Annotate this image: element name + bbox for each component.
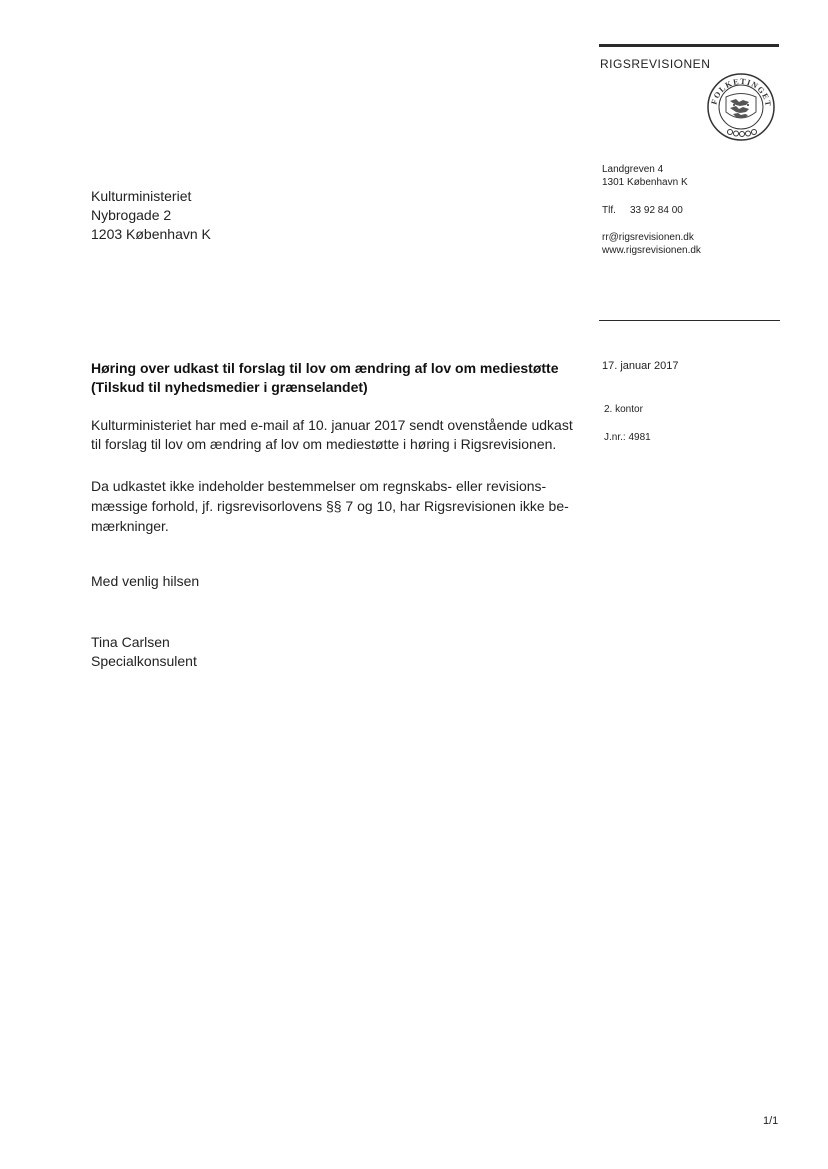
- paragraph-line: Kulturministeriet har med e-mail af 10. januar 2017 sendt ovenstående udkast: [91, 417, 573, 433]
- letter-date: 17. januar 2017: [602, 360, 679, 372]
- letter-subject: [91, 359, 571, 397]
- sender-address: [602, 163, 688, 189]
- phone-row: [602, 205, 683, 216]
- address-line: 1301 København K: [602, 177, 688, 188]
- email-address: rr@rigsrevisionen.dk: [602, 232, 694, 243]
- journal-number: J.nr.: 4981: [604, 432, 651, 443]
- signature-block: [91, 633, 197, 671]
- paragraph-line: mærkninger.: [91, 518, 169, 534]
- folketinget-seal-logo: [706, 72, 776, 142]
- recipient-line: Nybrogade 2: [91, 207, 172, 223]
- office-label: 2. kontor: [604, 404, 643, 415]
- paragraph-line: Da udkastet ikke indeholder bestemmelser om regnskabs- eller revisions-: [91, 478, 547, 494]
- recipient-line: 1203 København K: [91, 226, 211, 242]
- contact-web: [602, 231, 701, 257]
- paragraph-line: til forslag til lov om ændring af lov om mediestøtte i høring i Rigsrevisionen.: [91, 436, 557, 452]
- svg-text:FOLKETINGET: FOLKETINGET: [709, 76, 774, 108]
- recipient-address: [91, 187, 211, 244]
- address-line: Landgreven 4: [602, 164, 664, 175]
- body-paragraph-2: [91, 476, 576, 536]
- body-paragraph-1: [91, 416, 576, 454]
- subject-line: Høring over udkast til forslag til lov om ændring af lov om mediestøtte: [91, 360, 559, 376]
- page-number: 1/1: [763, 1115, 779, 1127]
- header-rule: [599, 44, 779, 47]
- signer-title: Specialkonsulent: [91, 653, 197, 669]
- signer-name: Tina Carlsen: [91, 634, 170, 650]
- closing-greeting: Med venlig hilsen: [91, 573, 200, 589]
- organization-name: RIGSREVISIONEN: [600, 57, 711, 71]
- paragraph-line: mæssige forhold, jf. rigsrevisorlovens §§ 7 og 10, har Rigsrevisionen ikke be-: [91, 498, 569, 514]
- recipient-line: Kulturministeriet: [91, 188, 192, 204]
- phone-number: 33 92 84 00: [630, 205, 683, 216]
- website-address: www.rigsrevisionen.dk: [602, 245, 701, 256]
- divider-rule: [599, 320, 780, 321]
- phone-label: Tlf.: [602, 205, 616, 216]
- subject-line: (Tilskud til nyhedsmedier i grænselandet): [91, 379, 368, 395]
